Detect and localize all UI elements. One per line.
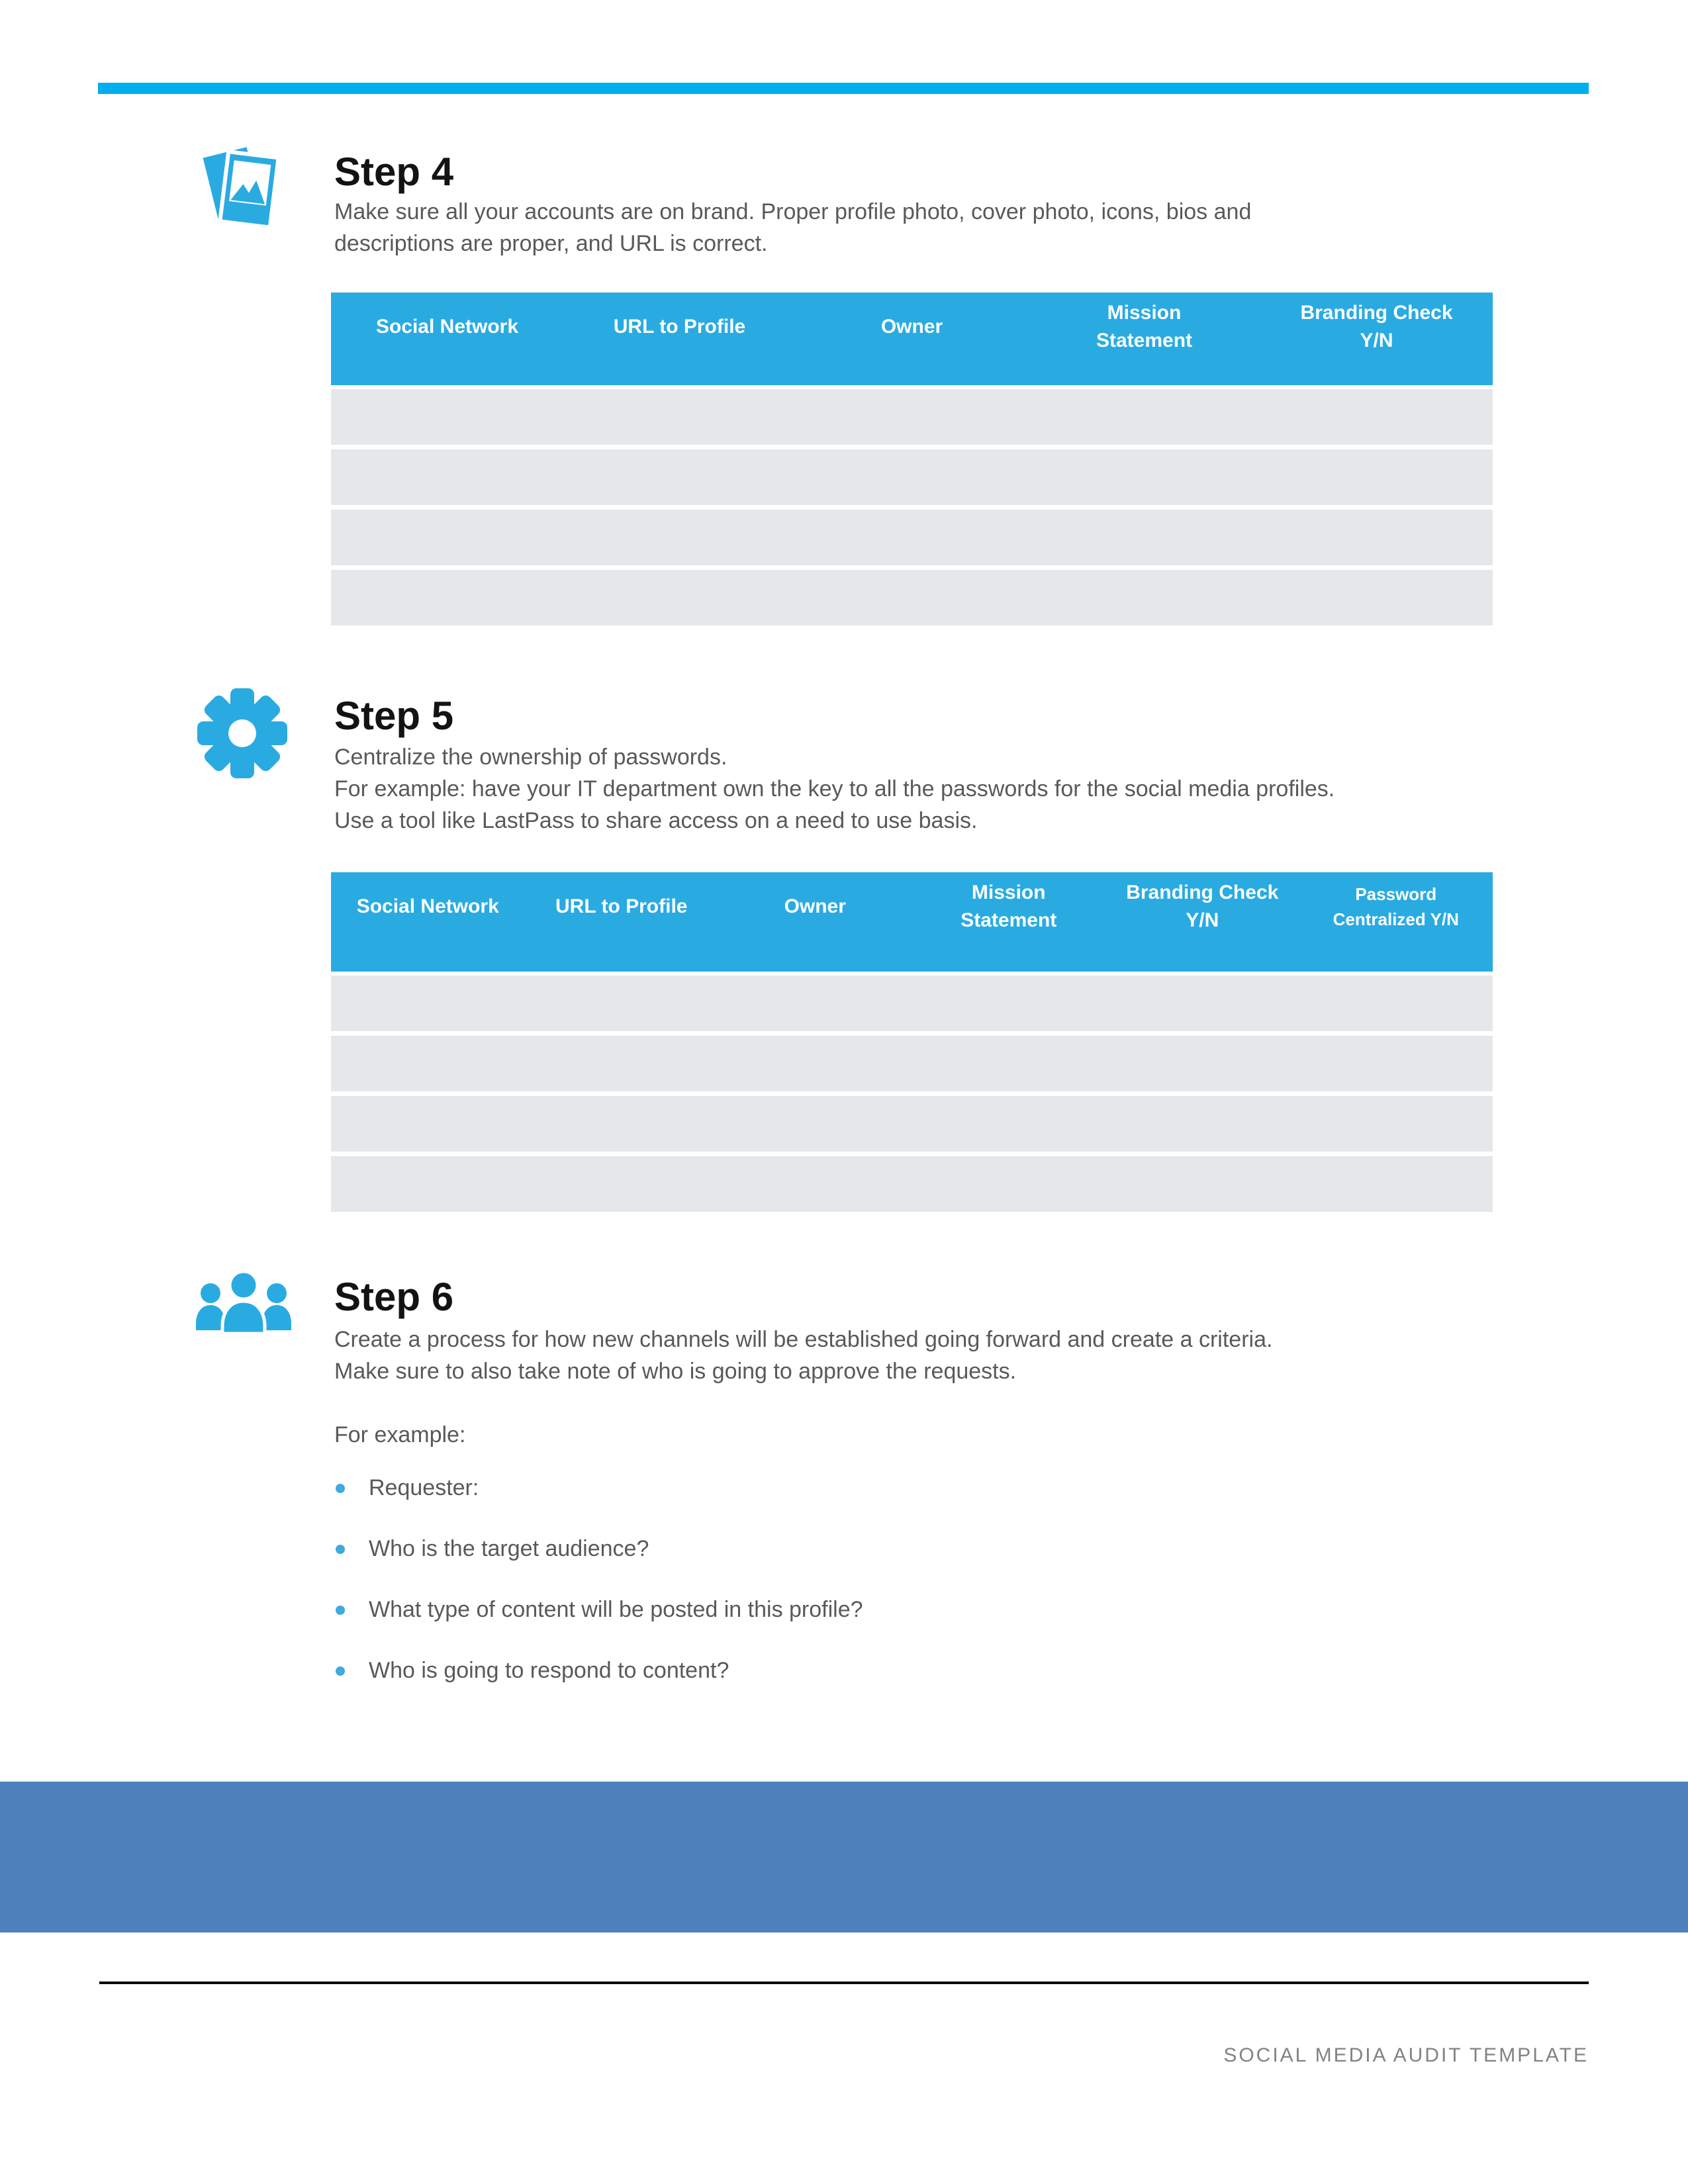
step-6-description-line: Create a process for how new channels will be established going forward and create a criteria. (334, 1327, 1273, 1352)
table-row (331, 389, 1493, 445)
password-centralized-table (331, 872, 1493, 1212)
table-row (331, 1156, 1493, 1212)
bullet-icon (336, 1606, 345, 1615)
footer-color-band (0, 1782, 1688, 1933)
list-item (334, 1534, 649, 1563)
bullet-icon (336, 1666, 345, 1676)
table-row (331, 1036, 1493, 1091)
footer-document-title: SOCIAL MEDIA AUDIT TEMPLATE (1223, 2044, 1589, 2066)
step-6-title: Step 6 (334, 1275, 454, 1319)
column-header: Branding Check Y/N (1300, 302, 1453, 351)
step-5-description (334, 741, 1335, 837)
table-row (331, 976, 1493, 1031)
column-header: Social Network (375, 316, 519, 338)
column-header: Owner (880, 316, 943, 338)
photos-icon (191, 136, 290, 242)
list-item (334, 1656, 729, 1685)
step-4-description-line: descriptions are proper, and URL is correct. (334, 231, 768, 256)
list-item-text: Who is going to respond to content? (369, 1658, 729, 1683)
list-item (334, 1595, 863, 1624)
table-row (331, 1096, 1493, 1152)
bullet-icon (336, 1484, 345, 1493)
step-4-title: Step 4 (334, 150, 454, 194)
step-6-description (334, 1324, 1272, 1387)
step-5-description-line: For example: have your IT department own the key to all the passwords for the social media profiles. (334, 776, 1335, 801)
table-header-row (331, 872, 1493, 972)
list-item (334, 1473, 479, 1502)
column-header: Social Network (356, 895, 499, 917)
column-header: URL to Profile (613, 316, 746, 338)
table-row (331, 510, 1493, 565)
column-header: URL to Profile (555, 895, 688, 917)
step-5-description-line: Centralize the ownership of passwords. (334, 745, 727, 770)
people-icon (191, 1265, 297, 1335)
step-4-description-line: Make sure all your accounts are on brand. Proper profile photo, cover photo, icons, bios and (334, 199, 1252, 224)
gear-icon (196, 687, 289, 780)
column-header: Owner (784, 895, 846, 917)
column-header: Password Centralized Y/N (1333, 884, 1459, 929)
table-header-row (331, 293, 1493, 385)
step-4-description (334, 196, 1251, 259)
column-header: Mission Statement (1096, 302, 1193, 351)
step-5-description-line: Use a tool like LastPass to share access on a need to use basis. (334, 808, 978, 833)
step-5-title: Step 5 (334, 694, 454, 738)
column-header: Branding Check Y/N (1126, 882, 1279, 931)
bullet-icon (336, 1545, 345, 1554)
list-item-text: Who is the target audience? (369, 1536, 649, 1561)
top-accent-rule (98, 83, 1589, 94)
table-row (331, 449, 1493, 505)
branding-check-table (331, 293, 1493, 625)
column-header: Mission Statement (961, 882, 1057, 931)
step-6-description-line: Make sure to also take note of who is going to approve the requests. (334, 1359, 1017, 1384)
list-item-text: What type of content will be posted in this profile? (369, 1597, 863, 1622)
list-item-text: Requester: (369, 1475, 479, 1500)
table-row (331, 570, 1493, 625)
for-example-label: For example: (334, 1422, 466, 1447)
footer-divider-line (99, 1981, 1589, 1984)
